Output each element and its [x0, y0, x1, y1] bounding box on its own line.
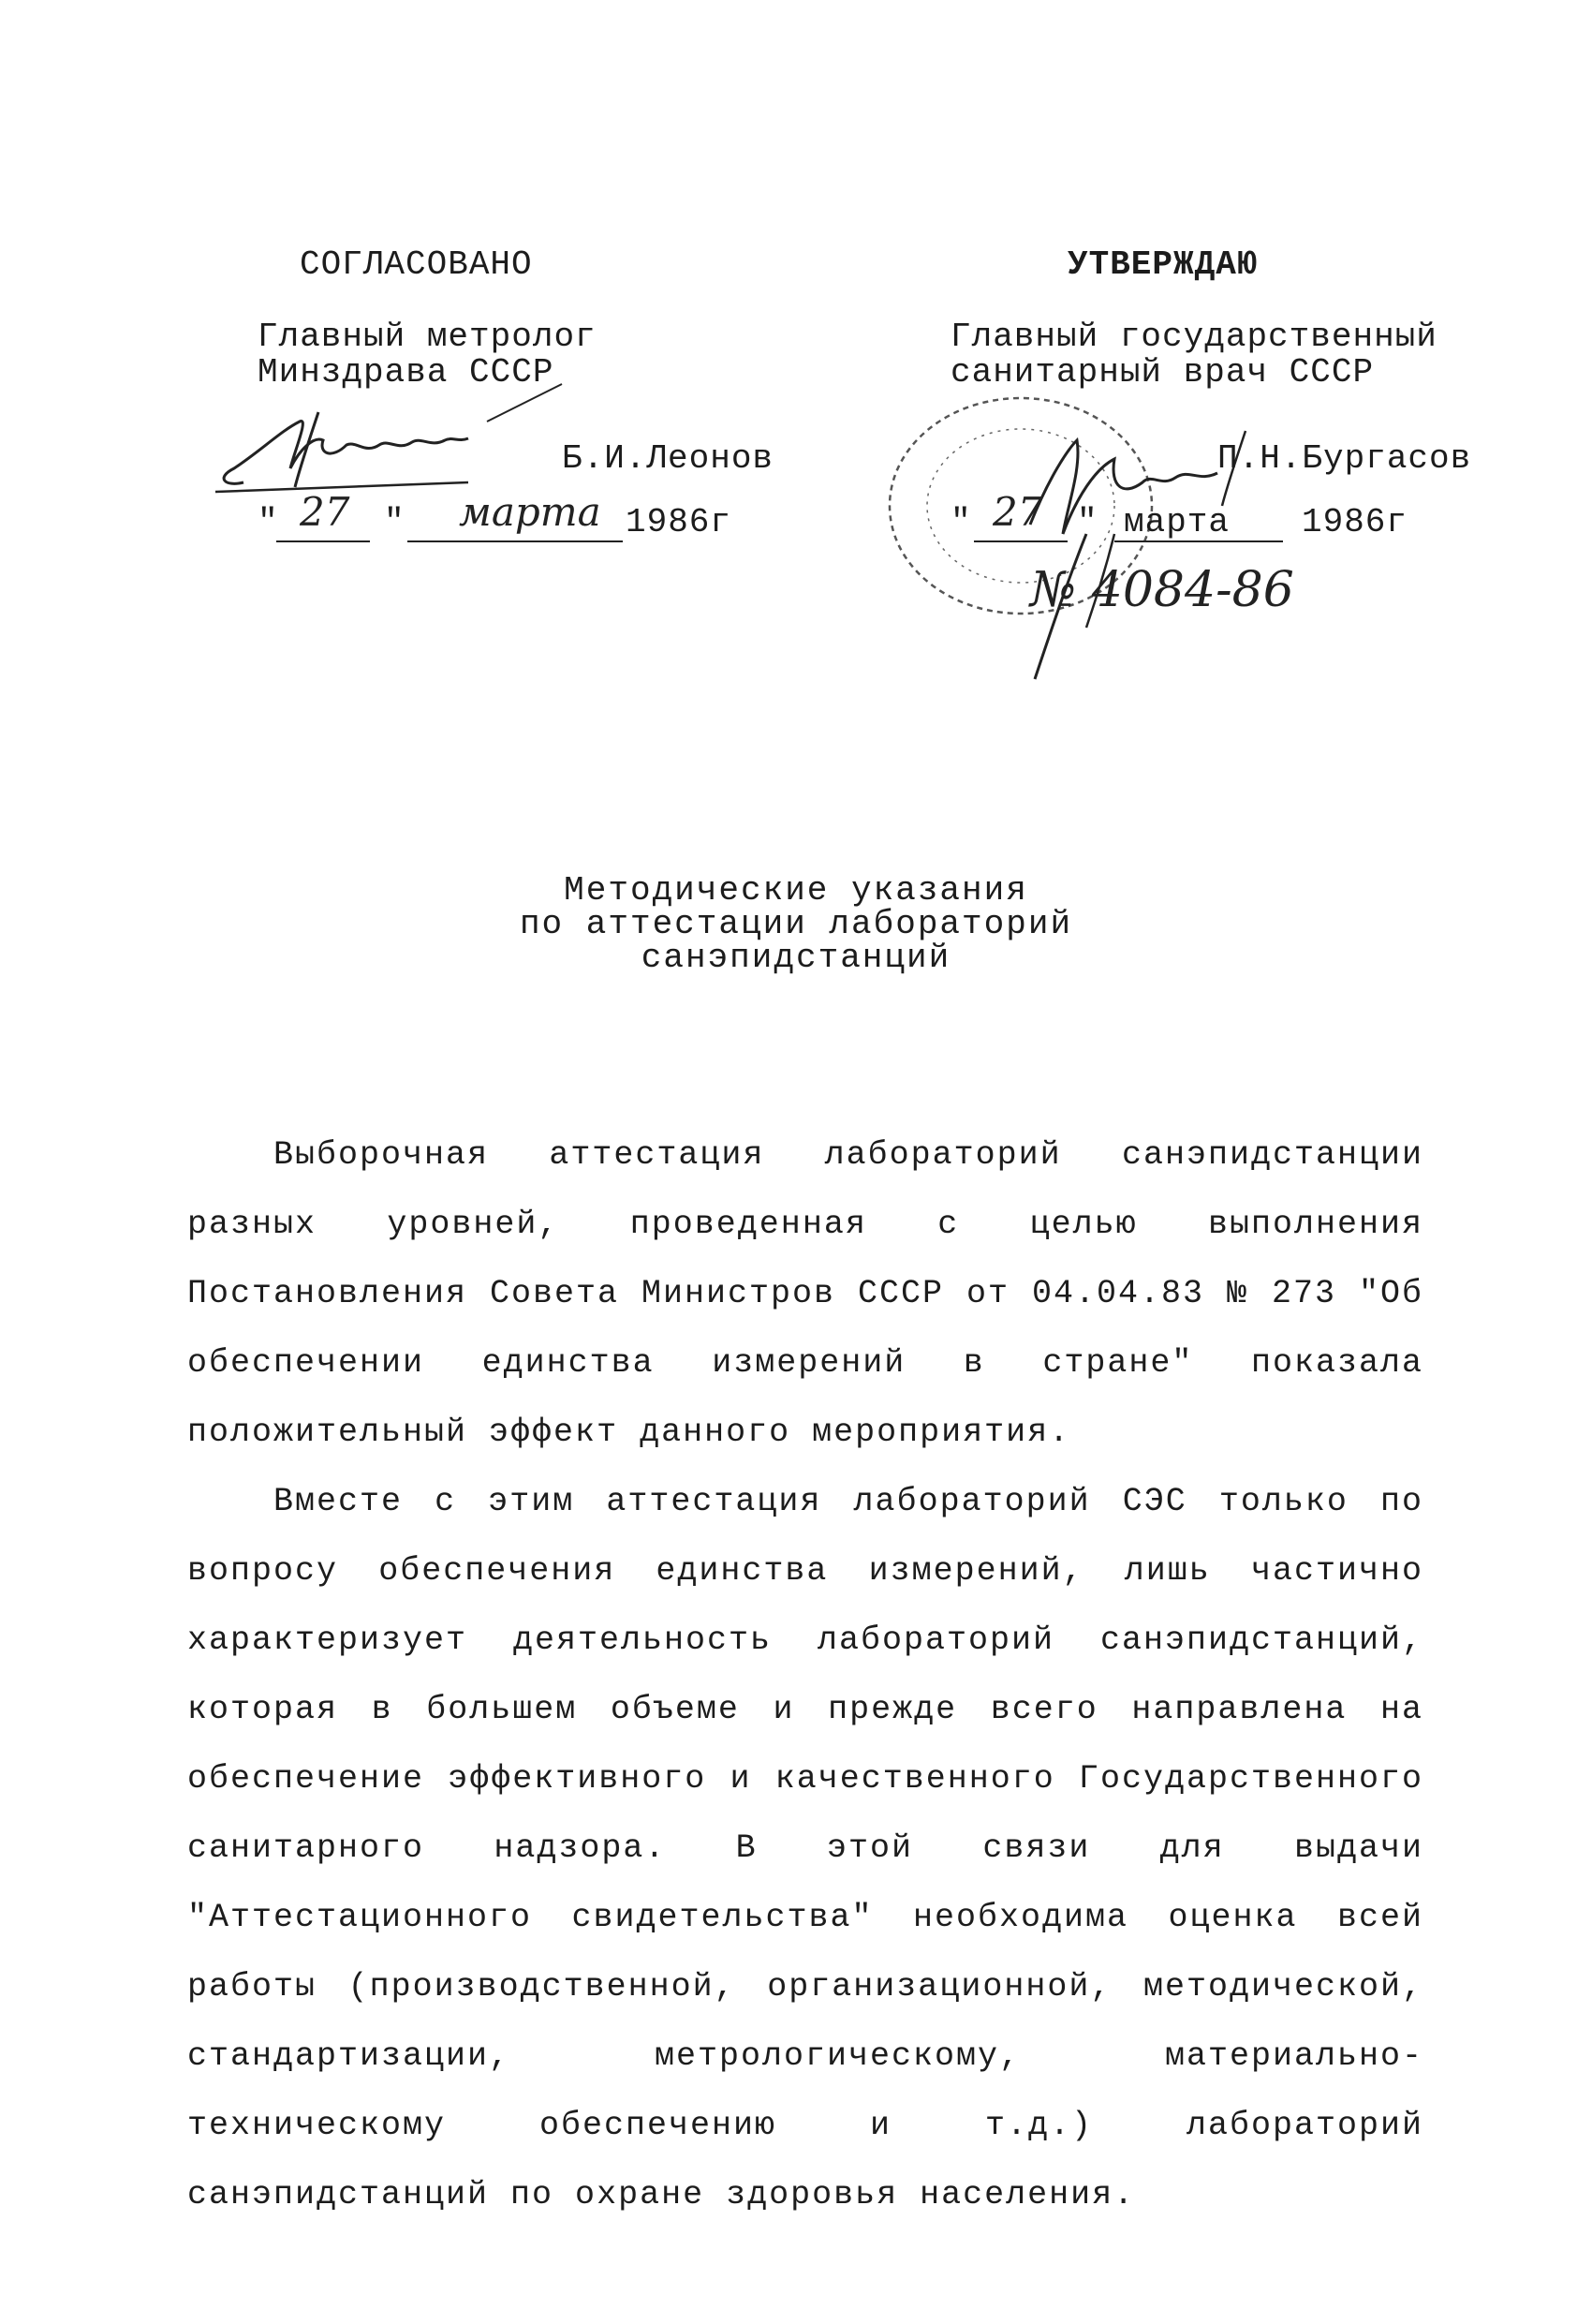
right-date-year: 1986г	[1302, 503, 1408, 541]
right-date-underline	[974, 540, 1292, 545]
body-text	[187, 1120, 1423, 2229]
left-date-open-quote: "	[258, 503, 279, 541]
document-title-line3: санэпидстанций	[641, 939, 951, 977]
approved-heading: УТВЕРЖДАЮ	[1068, 245, 1259, 284]
right-position-line1: Главный государственный	[951, 318, 1437, 356]
right-signer-name: П.Н.Бургасов	[1217, 439, 1472, 478]
right-date-day: 27	[993, 489, 1043, 535]
agreed-heading: СОГЛАСОВАНО	[300, 245, 533, 284]
left-date-year: 1986г	[626, 503, 732, 541]
left-date-underline	[276, 540, 632, 545]
left-signer-name: Б.И.Леонов	[562, 439, 774, 478]
left-date-close-quote: "	[384, 503, 405, 541]
document-title-line1: Методические указания	[564, 871, 1028, 910]
left-date-day: 27	[300, 489, 350, 535]
left-date-month: марта	[459, 489, 601, 535]
registration-number: № 4084-86	[1030, 562, 1294, 618]
document-title-line2: по аттестации лабораторий	[519, 905, 1073, 943]
left-position-line2: Минздрава СССР	[258, 353, 554, 392]
right-position-line2: санитарный врач СССР	[951, 353, 1375, 392]
left-position-line1: Главный метролог	[258, 318, 597, 356]
paragraph-1: Выборочная аттестация лабораторий санэпидстанции разных уровней, проведенная с целью выполнения Постановления Совета Министров СССР от 04.04.83 № 273 "Об обеспечении единства измерений в стране" показала положительный эффект данного мероприятия.	[187, 1136, 1423, 1451]
right-date-open-quote: "	[951, 503, 972, 541]
right-date-month: марта	[1124, 503, 1231, 541]
right-date-close-quote: "	[1077, 503, 1098, 541]
paragraph-2: Вместе с этим аттестация лабораторий СЭС только по вопросу обеспечения единства измерений, лишь частично характеризует деятельность лабораторий санэпидстанций, которая в большем объеме и прежде всего направлена на обеспечение эффективного и качественного Государственного санитарного надзора. В этой связи для выдачи "Аттестационного свидетельства" необходима оценка всей работы (производственной, организационной, методической, стандартизации, метрологическому, материально-техническому обеспечению и т.д.) лабораторий санэпидстанций по охране здоровья населения.	[187, 1483, 1423, 2213]
